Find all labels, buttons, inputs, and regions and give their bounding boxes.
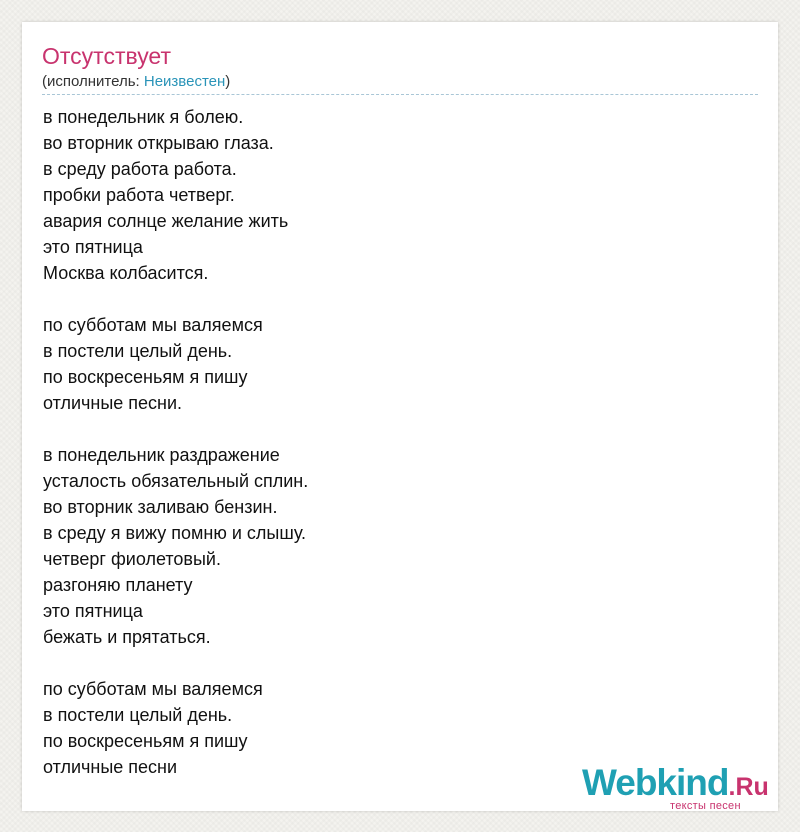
lyrics-line: в среду я вижу помню и слышу.	[43, 523, 307, 543]
artist-prefix: (исполнитель:	[42, 73, 144, 90]
lyrics-line: усталость обязательный сплин.	[43, 471, 309, 491]
lyrics-stanza	[43, 104, 743, 286]
lyrics-stanza	[43, 312, 743, 416]
lyrics-line: во вторник заливаю бензин.	[43, 497, 278, 517]
lyrics-line: в понедельник я болею.	[43, 107, 244, 127]
lyrics-line: это пятница	[43, 237, 143, 257]
lyrics-line: четверг фиолетовый.	[43, 549, 221, 569]
lyrics-line: в среду работа работа.	[43, 159, 237, 179]
lyrics-line: бежать и прятаться.	[43, 627, 211, 647]
logo-tld: .Ru	[728, 773, 769, 801]
artist-suffix: )	[225, 73, 231, 90]
lyrics-line: разгоняю планету	[43, 575, 193, 595]
lyrics-line: в понедельник раздражение	[43, 445, 280, 465]
lyrics-line: авария солнце желание жить	[43, 211, 289, 231]
logo-name: Webkind	[582, 762, 729, 803]
site-logo[interactable]	[582, 762, 782, 812]
lyrics-line: в постели целый день.	[43, 341, 233, 361]
song-title: Отсутствует	[42, 43, 171, 69]
lyrics-card	[22, 22, 778, 811]
lyrics-line: по воскресеньям я пишу	[43, 731, 248, 751]
lyrics-line: по субботам мы валяемся	[43, 315, 263, 335]
artist-link[interactable]: Неизвестен	[143, 73, 226, 90]
lyrics-body	[43, 104, 743, 806]
lyrics-line: в постели целый день.	[43, 705, 233, 725]
logo-tagline: тексты песен	[670, 800, 741, 812]
lyrics-line: по субботам мы валяемся	[43, 679, 263, 699]
lyrics-line: пробки работа четверг.	[43, 185, 235, 205]
lyrics-line: Москва колбасится.	[43, 263, 209, 283]
lyrics-line: по воскресеньям я пишу	[43, 367, 248, 387]
lyrics-line: отличные песни	[43, 757, 178, 777]
lyrics-line: отличные песни.	[43, 393, 183, 413]
divider	[42, 94, 758, 95]
lyrics-line: это пятница	[43, 601, 143, 621]
lyrics-stanza	[43, 442, 743, 650]
lyrics-line: во вторник открываю глаза.	[43, 133, 274, 153]
artist-line	[42, 72, 230, 92]
